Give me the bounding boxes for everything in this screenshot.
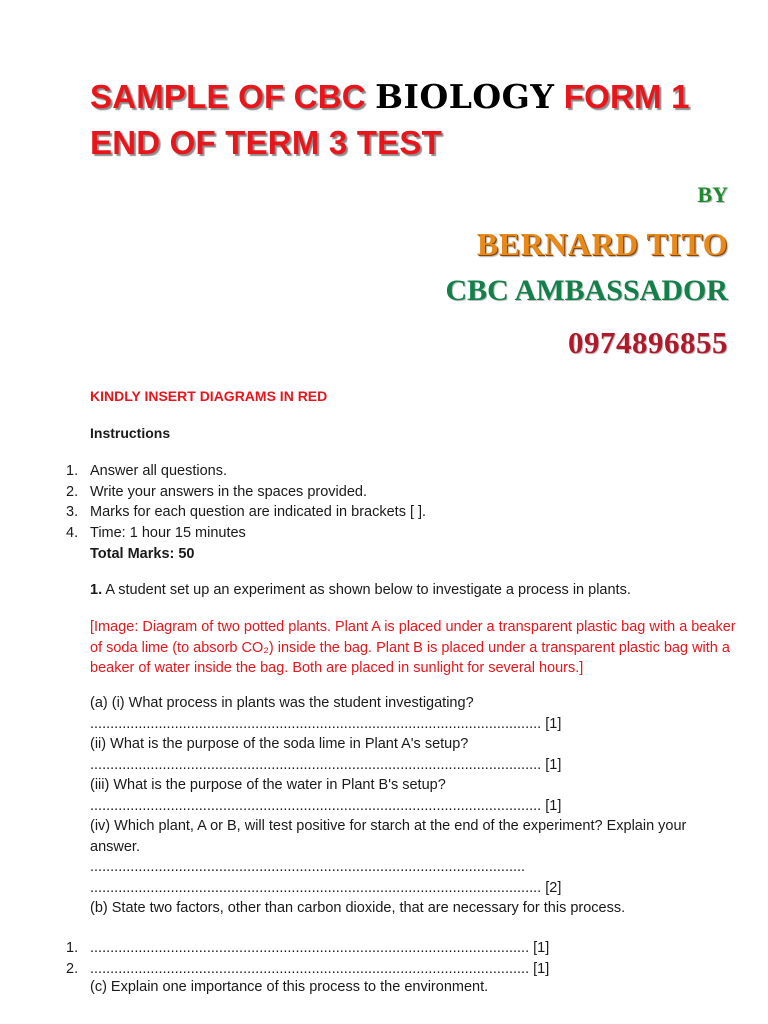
question-text: A student set up an experiment as shown below to investigate a process in plants. [102,582,631,598]
list-item: 2. Write your answers in the spaces provided. [66,483,367,500]
list-item: 3. Marks for each question are indicated in brackets [ ]. [66,504,427,521]
document-title [90,74,730,166]
title-part2: FORM 1 END OF TERM 3 TEST [90,78,690,161]
answer-line[interactable]: ............................................................................................................ [90,859,526,875]
instructions-list [66,461,736,543]
question-part-a-i: (a) (i) What process in plants was the student investigating? [90,695,474,711]
diagram-notice: KINDLY INSERT DIAGRAMS IN RED [90,388,328,404]
answer-line[interactable]: ................................................................................................................ [1] [90,797,562,814]
question-part-b: (b) State two factors, other than carbon dioxide, that are necessary for this process. [90,900,626,916]
part-b-answers [66,938,736,979]
instructions-heading: Instructions [90,425,171,441]
question-part-a-iv: (iv) Which plant, A or B, will test positive for starch at the end of the experiment? Explain your answer. [90,818,687,855]
list-item: 4. Time: 1 hour 15 minutes [66,524,246,541]
answer-line[interactable]: ................................................................................................................ [1] [90,756,562,773]
question-part-a-iii: (iii) What is the purpose of the water in Plant B's setup? [90,777,446,793]
list-item[interactable]: 1. ............................................................................................................. [1] [66,940,550,956]
title-subject: BIOLOGY [375,77,555,116]
by-label: BY [697,182,728,207]
title-part1: SAMPLE OF CBC [90,78,376,115]
total-marks: Total Marks: 50 [90,546,195,562]
author-role: CBC AMBASSADOR [445,274,728,307]
answer-line[interactable]: ................................................................................................................ [2] [90,879,562,896]
list-item[interactable]: 2. ............................................................................................................. [1] [66,960,550,977]
list-item: 1. Answer all questions. [66,463,228,479]
question-part-a-ii: (ii) What is the purpose of the soda lime in Plant A's setup? [90,736,469,752]
author-name: BERNARD TITO [476,226,728,262]
image-placeholder-note: [Image: Diagram of two potted plants. Plant A is placed under a transparent plastic bag with a beaker of soda lime (to absorb CO₂) inside the bag. Plant B is placed under a transparent plastic bag with a beaker of water inside the bag. Both are placed in sunlight for several hours.] [90,619,736,676]
answer-line[interactable]: ................................................................................................................ [1] [90,715,562,732]
question-part-c: (c) Explain one importance of this process to the environment. [90,979,489,995]
question-parts [90,693,740,919]
author-phone: 0974896855 [568,325,728,360]
question-1 [90,580,740,601]
question-number: 1. [90,582,103,598]
